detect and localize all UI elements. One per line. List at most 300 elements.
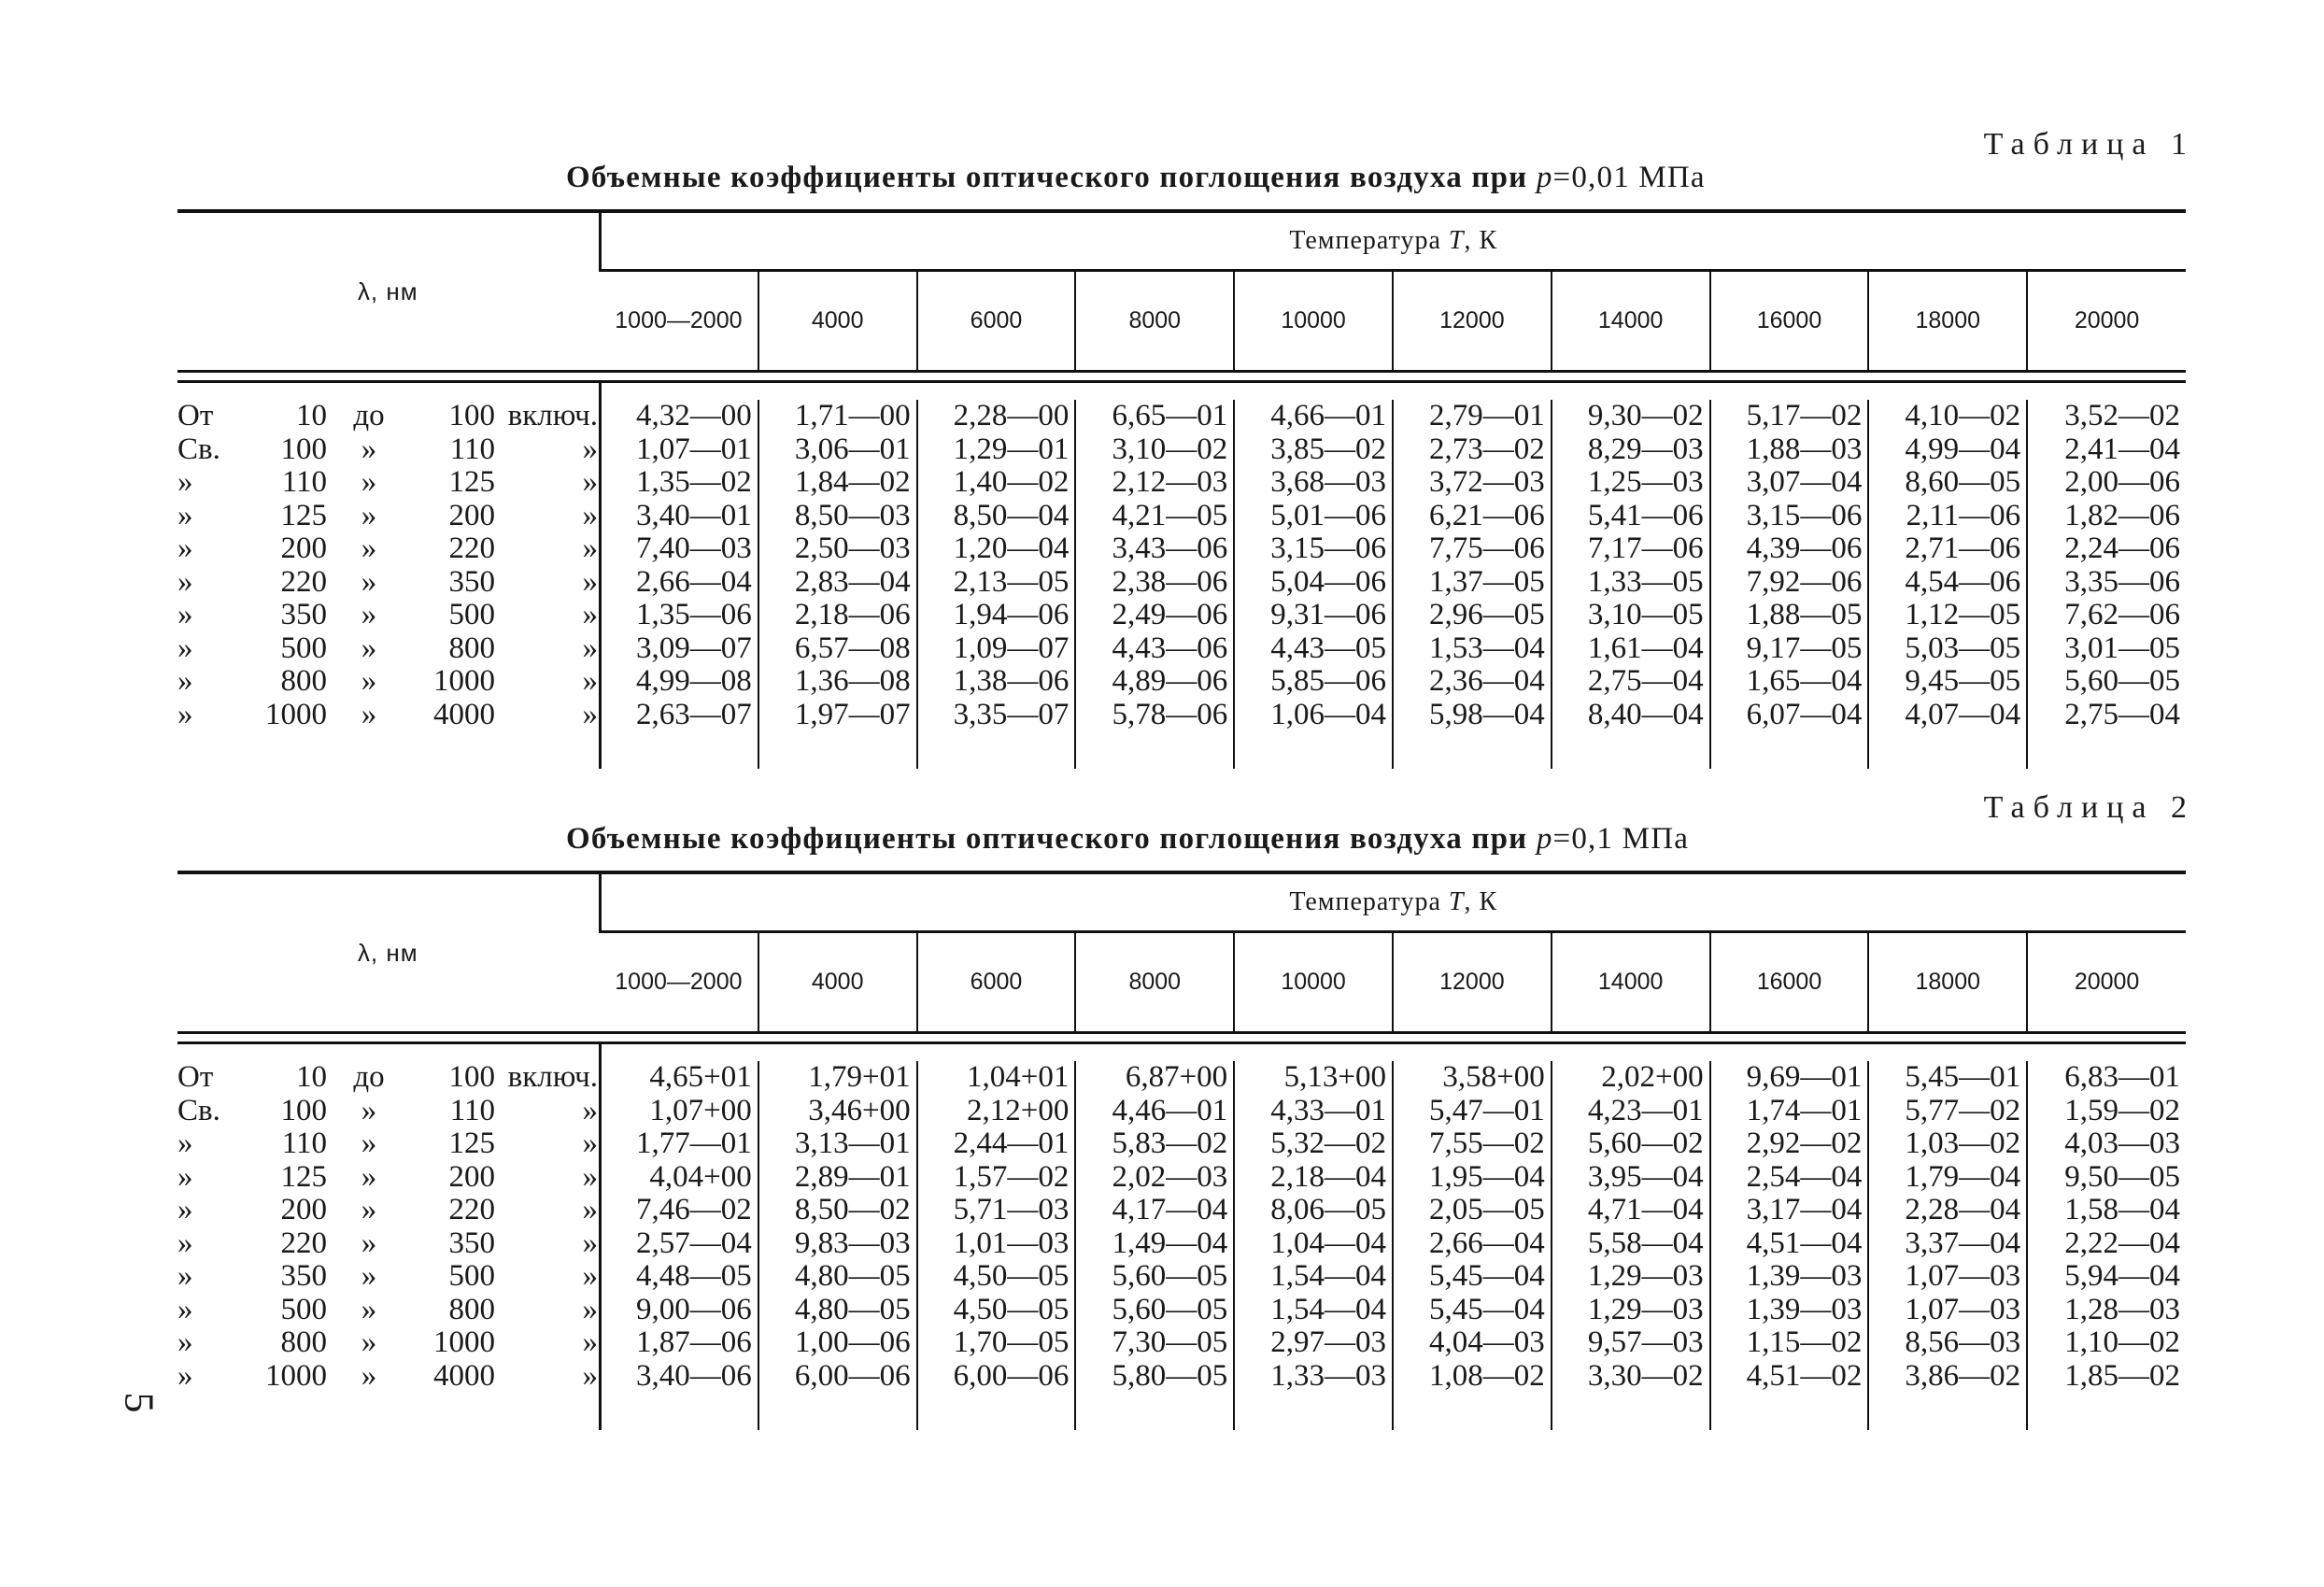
value-cell: 5,04—06 xyxy=(1234,566,1393,600)
value-cell: 3,52—02 xyxy=(2027,400,2186,433)
value-cell: 2,38—06 xyxy=(1075,566,1234,600)
table-row xyxy=(177,665,2186,699)
range-to: 220 xyxy=(448,1193,495,1226)
value-cell: 3,85—02 xyxy=(1234,433,1393,467)
value-cell: 1,97—07 xyxy=(758,699,917,732)
range-mid: до xyxy=(353,1060,385,1094)
value-cell: 1,70—05 xyxy=(917,1326,1076,1360)
value-cell: 4,50—05 xyxy=(917,1260,1076,1294)
value-cell: 1,06—04 xyxy=(1234,699,1393,732)
value-cell: 1,84—02 xyxy=(758,466,917,500)
value-cell: 5,58—04 xyxy=(1552,1227,1710,1261)
range-label xyxy=(177,400,600,433)
range-prefix: » xyxy=(177,1159,193,1194)
value-cell: 5,83—02 xyxy=(1075,1127,1234,1161)
spacer-cell xyxy=(1552,1393,1710,1430)
value-cell: 2,57—04 xyxy=(600,1227,758,1261)
value-cell: 8,50—02 xyxy=(758,1194,917,1227)
value-cell: 2,11—06 xyxy=(1868,500,2027,533)
range-suffix: » xyxy=(582,432,598,466)
spacer-cell xyxy=(600,1393,758,1430)
column-header: 14000 xyxy=(1552,271,1710,372)
range-to: 200 xyxy=(448,1159,495,1194)
value-cell: 4,50—05 xyxy=(917,1294,1076,1327)
range-label xyxy=(177,1095,600,1128)
column-header: 6000 xyxy=(917,932,1076,1033)
value-cell: 1,28—03 xyxy=(2027,1294,2186,1327)
range-to: 1000 xyxy=(433,1325,495,1359)
value-cell: 1,03—02 xyxy=(1868,1127,2027,1161)
table-1-title xyxy=(566,161,1706,195)
range-from: 10 xyxy=(296,1060,327,1094)
value-cell: 2,79—01 xyxy=(1393,400,1552,433)
range-prefix: » xyxy=(177,531,193,565)
range-mid: » xyxy=(361,1292,377,1326)
range-from: 200 xyxy=(280,1193,327,1226)
value-cell: 1,00—06 xyxy=(758,1326,917,1360)
value-cell: 4,99—04 xyxy=(1868,433,2027,467)
range-mid: » xyxy=(361,598,377,631)
value-cell: 4,39—06 xyxy=(1710,532,1869,566)
value-cell: 6,21—06 xyxy=(1393,500,1552,533)
range-suffix: » xyxy=(582,598,598,631)
table-row xyxy=(177,1227,2186,1261)
value-cell: 9,83—03 xyxy=(758,1227,917,1261)
spacer-cell xyxy=(917,1393,1076,1430)
value-cell: 6,57—08 xyxy=(758,632,917,666)
value-cell: 4,80—05 xyxy=(758,1260,917,1294)
range-label xyxy=(177,1326,600,1360)
range xyxy=(177,1127,599,1161)
value-cell: 2,02+00 xyxy=(1552,1061,1710,1095)
spacer-cell xyxy=(1234,1393,1393,1430)
value-cell: 1,25—03 xyxy=(1552,466,1710,500)
range-from: 125 xyxy=(280,498,327,532)
range xyxy=(177,1360,599,1394)
range-label xyxy=(177,532,600,566)
value-cell: 3,01—05 xyxy=(2027,632,2186,666)
value-cell: 3,13—01 xyxy=(758,1127,917,1161)
value-cell: 7,17—06 xyxy=(1552,532,1710,566)
range-label xyxy=(177,1061,600,1095)
column-header: 10000 xyxy=(1234,271,1393,372)
value-cell: 2,13—05 xyxy=(917,566,1076,600)
range-to: 500 xyxy=(448,598,495,631)
table-1-title-var: p xyxy=(1536,161,1553,194)
value-cell: 1,54—04 xyxy=(1234,1294,1393,1327)
value-cell: 4,33—01 xyxy=(1234,1095,1393,1128)
value-cell: 3,17—04 xyxy=(1710,1194,1869,1227)
range-from: 500 xyxy=(280,631,327,665)
value-cell: 4,89—06 xyxy=(1075,665,1234,699)
value-cell: 1,87—06 xyxy=(600,1326,758,1360)
value-cell: 3,10—02 xyxy=(1075,433,1234,467)
value-cell: 1,74—01 xyxy=(1710,1095,1869,1128)
range-suffix: » xyxy=(582,465,598,499)
value-cell: 2,50—03 xyxy=(758,532,917,566)
value-cell: 3,95—04 xyxy=(1552,1161,1710,1195)
range-mid: » xyxy=(361,1159,377,1194)
range-label xyxy=(177,599,600,632)
page-number: 5 xyxy=(116,1392,163,1413)
value-cell: 1,08—02 xyxy=(1393,1360,1552,1394)
temperature-header-prefix: Температура xyxy=(1289,887,1449,916)
range-to: 800 xyxy=(448,631,495,665)
value-cell: 6,83—01 xyxy=(2027,1061,2186,1095)
value-cell: 1,39—03 xyxy=(1710,1260,1869,1294)
temperature-header-var: T xyxy=(1448,887,1465,916)
value-cell: 3,37—04 xyxy=(1868,1227,2027,1261)
value-cell: 1,29—03 xyxy=(1552,1294,1710,1327)
value-cell: 3,35—07 xyxy=(917,699,1076,732)
value-cell: 1,82—06 xyxy=(2027,500,2186,533)
value-cell: 1,07—03 xyxy=(1868,1294,2027,1327)
value-cell: 1,33—05 xyxy=(1552,566,1710,600)
range-from: 100 xyxy=(280,432,327,466)
spacer-cell xyxy=(1710,731,1869,769)
value-cell: 4,80—05 xyxy=(758,1294,917,1327)
spacer-cell xyxy=(1868,1393,2027,1430)
value-cell: 5,45—04 xyxy=(1393,1260,1552,1294)
value-cell: 1,85—02 xyxy=(2027,1360,2186,1394)
range xyxy=(177,532,599,566)
range xyxy=(177,433,599,467)
table-row xyxy=(177,1260,2186,1294)
range-suffix: » xyxy=(582,1126,598,1160)
value-cell: 1,29—03 xyxy=(1552,1260,1710,1294)
range-label xyxy=(177,699,600,732)
range-suffix: включ. xyxy=(507,399,598,432)
range-to: 1000 xyxy=(433,664,495,698)
table-row xyxy=(177,566,2186,600)
spacer-cell xyxy=(1234,731,1393,769)
temperature-header-unit: , К xyxy=(1464,226,1498,255)
value-cell: 1,88—05 xyxy=(1710,599,1869,632)
table-row xyxy=(177,699,2186,732)
column-header: 1000—2000 xyxy=(615,307,743,333)
range-suffix: » xyxy=(582,1226,598,1260)
value-cell: 9,00—06 xyxy=(600,1294,758,1327)
range-from: 110 xyxy=(281,1126,327,1160)
value-cell: 7,92—06 xyxy=(1710,566,1869,600)
value-cell: 1,37—05 xyxy=(1393,566,1552,600)
value-cell: 7,62—06 xyxy=(2027,599,2186,632)
range-label xyxy=(177,466,600,500)
spacer-cell xyxy=(2027,1393,2186,1430)
range-prefix: » xyxy=(177,631,193,665)
value-cell: 1,58—04 xyxy=(2027,1194,2186,1227)
value-cell: 1,61—04 xyxy=(1552,632,1710,666)
range-suffix: » xyxy=(582,1259,598,1293)
table-1-number: Таблица 1 xyxy=(1983,127,2195,162)
value-cell: 5,45—01 xyxy=(1868,1061,2027,1095)
value-cell: 4,23—01 xyxy=(1552,1095,1710,1128)
value-cell: 1,01—03 xyxy=(917,1227,1076,1261)
range-mid: до xyxy=(353,399,385,432)
spacer-cell xyxy=(1393,1393,1552,1430)
value-cell: 5,01—06 xyxy=(1234,500,1393,533)
range-from: 1000 xyxy=(265,697,327,731)
value-cell: 4,54—06 xyxy=(1868,566,2027,600)
value-cell: 5,60—02 xyxy=(1552,1127,1710,1161)
value-cell: 1,33—03 xyxy=(1234,1360,1393,1394)
column-header: 18000 xyxy=(1868,932,2027,1033)
value-cell: 7,75—06 xyxy=(1393,532,1552,566)
range-suffix: » xyxy=(582,531,598,565)
range-to: 220 xyxy=(448,531,495,565)
value-cell: 2,83—04 xyxy=(758,566,917,600)
table-bottom-spacer xyxy=(177,731,2186,769)
value-cell: 2,28—04 xyxy=(1868,1194,2027,1227)
value-cell: 7,40—03 xyxy=(600,532,758,566)
value-cell: 2,96—05 xyxy=(1393,599,1552,632)
range-prefix: » xyxy=(177,1358,193,1393)
range-suffix: » xyxy=(582,1193,598,1226)
value-cell: 4,51—02 xyxy=(1710,1360,1869,1394)
value-cell: 3,35—06 xyxy=(2027,566,2186,600)
range-mid: » xyxy=(361,531,377,565)
column-header: 16000 xyxy=(1710,271,1869,372)
value-cell: 1,29—01 xyxy=(917,433,1076,467)
value-cell: 5,41—06 xyxy=(1552,500,1710,533)
value-cell: 1,20—04 xyxy=(917,532,1076,566)
table-1-title-value: =0,01 МПа xyxy=(1552,161,1706,194)
value-cell: 1,49—04 xyxy=(1075,1227,1234,1261)
value-cell: 5,60—05 xyxy=(2027,665,2186,699)
spacer-cell xyxy=(1710,1393,1869,1430)
value-cell: 2,41—04 xyxy=(2027,433,2186,467)
range-mid: » xyxy=(361,1226,377,1260)
range-from: 350 xyxy=(280,1259,327,1293)
range-from: 220 xyxy=(280,564,327,599)
range-prefix: » xyxy=(177,1292,193,1326)
range-from: 100 xyxy=(280,1093,327,1127)
table-1-title-prefix: Объемные коэффициенты оптического поглощения воздуха при xyxy=(566,161,1537,194)
value-cell: 9,69—01 xyxy=(1710,1061,1869,1095)
range-label xyxy=(177,1194,600,1227)
value-cell: 5,60—05 xyxy=(1075,1260,1234,1294)
value-cell: 4,51—04 xyxy=(1710,1227,1869,1261)
table-row xyxy=(177,1161,2186,1195)
value-cell: 8,50—04 xyxy=(917,500,1076,533)
range-suffix: » xyxy=(582,631,598,665)
value-cell: 1,07—01 xyxy=(600,433,758,467)
value-cell: 4,46—01 xyxy=(1075,1095,1234,1128)
table-1 xyxy=(177,209,2186,769)
range-suffix: » xyxy=(582,1358,598,1393)
value-cell: 1,54—04 xyxy=(1234,1260,1393,1294)
value-cell: 4,99—08 xyxy=(600,665,758,699)
value-cell: 6,65—01 xyxy=(1075,400,1234,433)
range-to: 350 xyxy=(448,1226,495,1260)
range-prefix: » xyxy=(177,697,193,731)
value-cell: 5,13+00 xyxy=(1234,1061,1393,1095)
value-cell: 4,07—04 xyxy=(1868,699,2027,732)
spacer-cell xyxy=(1868,731,2027,769)
value-cell: 4,71—04 xyxy=(1552,1194,1710,1227)
value-cell: 3,10—05 xyxy=(1552,599,1710,632)
value-cell: 2,92—02 xyxy=(1710,1127,1869,1161)
range-suffix: » xyxy=(582,1159,598,1194)
value-cell: 4,32—00 xyxy=(600,400,758,433)
value-cell: 8,56—03 xyxy=(1868,1326,2027,1360)
range-label xyxy=(177,1260,600,1294)
value-cell: 1,35—02 xyxy=(600,466,758,500)
range-to: 100 xyxy=(448,399,495,432)
range xyxy=(177,1326,599,1360)
range-to: 100 xyxy=(448,1060,495,1094)
value-cell: 2,12—03 xyxy=(1075,466,1234,500)
value-cell: 4,65+01 xyxy=(600,1061,758,1095)
value-cell: 3,40—01 xyxy=(600,500,758,533)
range-label xyxy=(177,1127,600,1161)
spacer-cell xyxy=(177,731,600,769)
value-cell: 5,78—06 xyxy=(1075,699,1234,732)
range-label xyxy=(177,1227,600,1261)
range-to: 110 xyxy=(449,432,495,466)
table-row xyxy=(177,1294,2186,1327)
table-2-title-value: =0,1 МПа xyxy=(1552,822,1690,856)
value-cell: 4,43—06 xyxy=(1075,632,1234,666)
table-row xyxy=(177,1061,2186,1095)
range-prefix: От xyxy=(177,399,214,432)
value-cell: 9,57—03 xyxy=(1552,1326,1710,1360)
value-cell: 1,79+01 xyxy=(758,1061,917,1095)
range xyxy=(177,665,599,699)
range xyxy=(177,466,599,500)
value-cell: 2,00—06 xyxy=(2027,466,2186,500)
range-label xyxy=(177,433,600,467)
range-suffix: включ. xyxy=(507,1060,598,1094)
value-cell: 7,46—02 xyxy=(600,1194,758,1227)
range-suffix: » xyxy=(582,697,598,731)
table-row xyxy=(177,1095,2186,1128)
table-body xyxy=(177,400,2186,769)
spacer-cell xyxy=(1075,1393,1234,1430)
range-mid: » xyxy=(361,664,377,698)
temperature-header-prefix: Температура xyxy=(1289,226,1449,255)
range-from: 350 xyxy=(280,598,327,631)
range xyxy=(177,1095,599,1128)
value-cell: 1,65—04 xyxy=(1710,665,1869,699)
temperature-header xyxy=(600,211,2186,271)
value-cell: 2,54—04 xyxy=(1710,1161,1869,1195)
value-cell: 5,71—03 xyxy=(917,1194,1076,1227)
value-cell: 2,63—07 xyxy=(600,699,758,732)
value-cell: 9,17—05 xyxy=(1710,632,1869,666)
table-row xyxy=(177,1194,2186,1227)
value-cell: 4,17—04 xyxy=(1075,1194,1234,1227)
range-to: 500 xyxy=(448,1259,495,1293)
range-suffix: » xyxy=(582,1093,598,1127)
range-suffix: » xyxy=(582,1292,598,1326)
value-cell: 4,03—03 xyxy=(2027,1127,2186,1161)
value-cell: 8,50—03 xyxy=(758,500,917,533)
range-label xyxy=(177,1161,600,1195)
value-cell: 3,43—06 xyxy=(1075,532,1234,566)
spacer-cell xyxy=(758,1393,917,1430)
range xyxy=(177,699,599,732)
range-prefix: » xyxy=(177,598,193,631)
value-cell: 5,77—02 xyxy=(1868,1095,2027,1128)
range-mid: » xyxy=(361,1325,377,1359)
value-cell: 3,06—01 xyxy=(758,433,917,467)
value-cell: 2,12+00 xyxy=(917,1095,1076,1128)
value-cell: 9,50—05 xyxy=(2027,1161,2186,1195)
value-cell: 2,73—02 xyxy=(1393,433,1552,467)
value-cell: 7,30—05 xyxy=(1075,1326,1234,1360)
value-cell: 3,72—03 xyxy=(1393,466,1552,500)
value-cell: 2,24—06 xyxy=(2027,532,2186,566)
value-cell: 5,98—04 xyxy=(1393,699,1552,732)
value-cell: 1,10—02 xyxy=(2027,1326,2186,1360)
column-header: 12000 xyxy=(1393,271,1552,372)
value-cell: 6,07—04 xyxy=(1710,699,1869,732)
value-cell: 1,07+00 xyxy=(600,1095,758,1128)
value-cell: 2,89—01 xyxy=(758,1161,917,1195)
spacer-cell xyxy=(600,731,758,769)
value-cell: 1,77—01 xyxy=(600,1127,758,1161)
range-mid: » xyxy=(361,465,377,499)
spacer-cell xyxy=(2027,731,2186,769)
range xyxy=(177,1294,599,1327)
value-cell: 2,18—04 xyxy=(1234,1161,1393,1195)
value-cell: 2,49—06 xyxy=(1075,599,1234,632)
range-from: 1000 xyxy=(265,1358,327,1393)
spacer-cell xyxy=(1552,731,1710,769)
range xyxy=(177,1161,599,1195)
table-row xyxy=(177,599,2186,632)
value-cell: 4,04—03 xyxy=(1393,1326,1552,1360)
range-label xyxy=(177,632,600,666)
value-cell: 9,30—02 xyxy=(1552,400,1710,433)
temperature-header-unit: , К xyxy=(1464,887,1498,916)
value-cell: 3,30—02 xyxy=(1552,1360,1710,1394)
value-cell: 5,85—06 xyxy=(1234,665,1393,699)
range-prefix: » xyxy=(177,1126,193,1160)
range-suffix: » xyxy=(582,498,598,532)
range-from: 125 xyxy=(280,1159,327,1194)
value-cell: 1,38—06 xyxy=(917,665,1076,699)
column-header: 18000 xyxy=(1868,271,2027,372)
column-header: 6000 xyxy=(917,271,1076,372)
range xyxy=(177,566,599,600)
value-cell: 1,40—02 xyxy=(917,466,1076,500)
value-cell: 3,68—03 xyxy=(1234,466,1393,500)
value-cell: 2,18—06 xyxy=(758,599,917,632)
range xyxy=(177,400,599,433)
range-to: 4000 xyxy=(433,1358,495,1393)
value-cell: 5,03—05 xyxy=(1868,632,2027,666)
value-cell: 2,66—04 xyxy=(1393,1227,1552,1261)
value-cell: 6,87+00 xyxy=(1075,1061,1234,1095)
value-cell: 8,40—04 xyxy=(1552,699,1710,732)
table-bottom-spacer xyxy=(177,1393,2186,1430)
value-cell: 3,58+00 xyxy=(1393,1061,1552,1095)
column-header: 8000 xyxy=(1075,932,1234,1033)
column-header: 1000—2000 xyxy=(615,969,743,995)
table-row xyxy=(177,500,2186,533)
range-prefix: Св. xyxy=(177,432,220,466)
table-2-number: Таблица 2 xyxy=(1983,790,2195,825)
value-cell: 7,55—02 xyxy=(1393,1127,1552,1161)
range-prefix: Св. xyxy=(177,1093,220,1127)
range-mid: » xyxy=(361,1259,377,1293)
value-cell: 4,21—05 xyxy=(1075,500,1234,533)
range-from: 10 xyxy=(296,399,327,432)
table-2-title-prefix: Объемные коэффициенты оптического поглощения воздуха при xyxy=(566,822,1537,856)
column-header: 20000 xyxy=(2027,271,2186,372)
